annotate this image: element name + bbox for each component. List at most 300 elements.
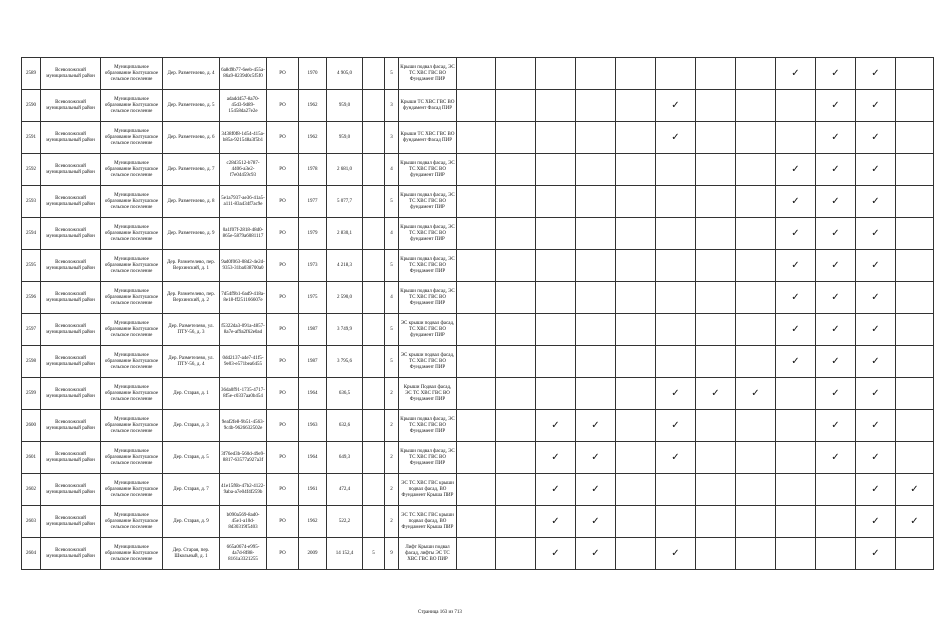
fias-code-cell: c28d3512-b787-4406-a3e2-f7e04459c93 xyxy=(220,154,267,186)
row-number: 2603 xyxy=(22,506,41,538)
check-icon: ✓ xyxy=(551,515,560,527)
area-cell: 522,2 xyxy=(327,506,363,538)
area-cell: 3 795,6 xyxy=(327,346,363,378)
row-number: 2590 xyxy=(22,90,41,122)
municipality-cell: Муниципальное образование Колтушское сельское поселение xyxy=(101,506,163,538)
work-type-cell xyxy=(816,378,856,410)
works-cell: ЭС ТС ХВС ГВС крыши подвал фасад, ВО Фундамент Крыша ПИР xyxy=(399,506,457,538)
work-type-cell xyxy=(536,218,576,250)
work-type-cell xyxy=(896,346,934,378)
fund-form-cell: РО xyxy=(267,186,299,218)
check-icon: ✓ xyxy=(671,451,680,463)
work-type-cell xyxy=(736,314,776,346)
check-icon: ✓ xyxy=(791,259,800,271)
fias-code-cell: 0dd2137-a4e7-41f5-9e03-e571bea6455 xyxy=(220,346,267,378)
work-type-cell xyxy=(856,122,896,154)
page-footer: Страница 163 из 713 xyxy=(418,610,462,615)
work-type-cell xyxy=(536,474,576,506)
extra-cell xyxy=(363,250,385,282)
check-icon: ✓ xyxy=(871,195,880,207)
check-icon: ✓ xyxy=(671,387,680,399)
extra-cell xyxy=(363,186,385,218)
row-number: 2595 xyxy=(22,250,41,282)
check-icon: ✓ xyxy=(831,99,840,111)
works-cell: Крыши Подвал фасад, ЭС ТС ХВС ГВС ВО Фундамент ПИР xyxy=(399,378,457,410)
work-type-cell xyxy=(616,90,656,122)
work-type-cell xyxy=(896,218,934,250)
table-row xyxy=(22,410,934,442)
row-number: 2589 xyxy=(22,58,41,90)
check-icon: ✓ xyxy=(831,451,840,463)
work-type-cell xyxy=(856,218,896,250)
work-type-cell xyxy=(696,410,736,442)
check-icon: ✓ xyxy=(591,483,600,495)
check-icon: ✓ xyxy=(591,419,600,431)
check-icon: ✓ xyxy=(831,355,840,367)
address-cell: Дер. Разметелево, пер. Верхинский, д. 2 xyxy=(163,282,220,314)
check-icon: ✓ xyxy=(791,291,800,303)
work-type-cell xyxy=(696,314,736,346)
work-type-cell xyxy=(696,442,736,474)
work-type-cell xyxy=(496,186,536,218)
area-cell: 2 590,0 xyxy=(327,282,363,314)
work-type-cell xyxy=(457,538,496,570)
work-type-cell xyxy=(776,58,816,90)
area-cell: 4 905,0 xyxy=(327,58,363,90)
floors-cell: 9 xyxy=(385,538,399,570)
work-type-cell xyxy=(457,90,496,122)
work-type-cell xyxy=(696,58,736,90)
work-type-cell xyxy=(536,314,576,346)
floors-cell: 2 xyxy=(385,378,399,410)
check-icon: ✓ xyxy=(671,419,680,431)
municipality-cell: Муниципальное образование Колтушское сельское поселение xyxy=(101,538,163,570)
work-type-cell xyxy=(576,154,616,186)
work-type-cell xyxy=(856,410,896,442)
work-type-cell xyxy=(696,474,736,506)
year-cell: 1987 xyxy=(299,314,327,346)
work-type-cell xyxy=(816,122,856,154)
fund-form-cell: РО xyxy=(267,122,299,154)
work-type-cell xyxy=(776,186,816,218)
municipality-cell: Муниципальное образование Колтушское сельское поселение xyxy=(101,474,163,506)
year-cell: 1962 xyxy=(299,90,327,122)
floors-cell: 5 xyxy=(385,186,399,218)
works-cell: Крыши подвал фасад, ЭС ТС ХВС ГВС ВО Фундамент ПИР xyxy=(399,282,457,314)
work-type-cell xyxy=(576,314,616,346)
check-icon: ✓ xyxy=(871,355,880,367)
fias-code-cell: 9ad0f063-08d2-4e2d-9353-31ba038700a0 xyxy=(220,250,267,282)
area-cell: 2 830,1 xyxy=(327,218,363,250)
row-number: 2599 xyxy=(22,378,41,410)
table-row xyxy=(22,282,934,314)
work-type-cell xyxy=(457,154,496,186)
work-type-cell xyxy=(616,378,656,410)
work-type-cell xyxy=(856,474,896,506)
check-icon: ✓ xyxy=(791,323,800,335)
work-type-cell xyxy=(576,538,616,570)
area-cell: 14 152,4 xyxy=(327,538,363,570)
extra-cell xyxy=(363,410,385,442)
region-cell: Всеволожский муниципальный район xyxy=(41,186,101,218)
works-cell: Крыши подвал фасад, ЭС ТС ХВС ГВС ВО Фундамент ПИР xyxy=(399,250,457,282)
year-cell: 1963 xyxy=(299,410,327,442)
work-type-cell xyxy=(457,250,496,282)
check-icon: ✓ xyxy=(831,67,840,79)
year-cell: 1975 xyxy=(299,282,327,314)
work-type-cell xyxy=(576,506,616,538)
work-type-cell xyxy=(736,122,776,154)
work-type-cell xyxy=(776,442,816,474)
work-type-cell xyxy=(576,90,616,122)
work-type-cell xyxy=(616,122,656,154)
check-icon: ✓ xyxy=(831,163,840,175)
work-type-cell xyxy=(816,90,856,122)
check-icon: ✓ xyxy=(831,259,840,271)
work-type-cell xyxy=(576,218,616,250)
row-number: 2597 xyxy=(22,314,41,346)
extra-cell xyxy=(363,122,385,154)
fund-form-cell: РО xyxy=(267,314,299,346)
work-type-cell xyxy=(896,314,934,346)
work-type-cell xyxy=(616,154,656,186)
work-type-cell xyxy=(856,538,896,570)
region-cell: Всеволожский муниципальный район xyxy=(41,314,101,346)
work-type-cell xyxy=(496,538,536,570)
check-icon: ✓ xyxy=(871,451,880,463)
work-type-cell xyxy=(696,506,736,538)
area-cell: 636,5 xyxy=(327,378,363,410)
address-cell: Дер. Старая, д. 7 xyxy=(163,474,220,506)
work-type-cell xyxy=(816,218,856,250)
row-number: 2598 xyxy=(22,346,41,378)
address-cell: Дер. Разметелево, д. 9 xyxy=(163,218,220,250)
year-cell: 2009 xyxy=(299,538,327,570)
work-type-cell xyxy=(696,346,736,378)
year-cell: 1970 xyxy=(299,58,327,90)
address-cell: Дер. Разметелево, пер. Верхинский, д. 1 xyxy=(163,250,220,282)
work-type-cell xyxy=(896,250,934,282)
area-cell: 632,6 xyxy=(327,410,363,442)
works-cell: ЭС ТС ХВС ГВС крыши подвал фасад, ВО Фундамент Крыша ПИР xyxy=(399,474,457,506)
check-icon: ✓ xyxy=(871,163,880,175)
work-type-cell xyxy=(896,90,934,122)
fias-code-cell: adadd457-8a70-45d3-9d89-15458da27e2e xyxy=(220,90,267,122)
work-type-cell xyxy=(656,314,696,346)
municipality-cell: Муниципальное образование Колтушское сельское поселение xyxy=(101,282,163,314)
work-type-cell xyxy=(536,186,576,218)
floors-cell: 5 xyxy=(385,250,399,282)
row-number: 2601 xyxy=(22,442,41,474)
fund-form-cell: РО xyxy=(267,506,299,538)
address-cell: Дер. Разметелево, д. 7 xyxy=(163,154,220,186)
area-cell: 2 681,0 xyxy=(327,154,363,186)
check-icon: ✓ xyxy=(551,451,560,463)
work-type-cell xyxy=(616,442,656,474)
area-cell: 5 077,7 xyxy=(327,186,363,218)
works-cell: Крыши ТС ХВС ГВС ВО фундамент Фасад ПИР xyxy=(399,122,457,154)
address-cell: Дер. Разметелево, ул. ПТУ-56, д. 4 xyxy=(163,346,220,378)
work-type-cell xyxy=(576,122,616,154)
work-type-cell xyxy=(816,410,856,442)
fund-form-cell: РО xyxy=(267,282,299,314)
region-cell: Всеволожский муниципальный район xyxy=(41,378,101,410)
year-cell: 1962 xyxy=(299,506,327,538)
floors-cell: 4 xyxy=(385,282,399,314)
work-type-cell xyxy=(816,442,856,474)
municipality-cell: Муниципальное образование Колтушское сельское поселение xyxy=(101,346,163,378)
floors-cell: 4 xyxy=(385,154,399,186)
work-type-cell xyxy=(496,314,536,346)
fias-code-cell: 9eaf2fe8-9b51-4563-9c4b-9626632502e xyxy=(220,410,267,442)
work-type-cell xyxy=(856,378,896,410)
fias-code-cell: b090a569-8ad0-45e1-a10d-8d30319f5403 xyxy=(220,506,267,538)
work-type-cell xyxy=(776,378,816,410)
check-icon: ✓ xyxy=(671,547,680,559)
work-type-cell xyxy=(896,378,934,410)
works-cell: Крыши ТС ХВС ГВС ВО фундамент Фасад ПИР xyxy=(399,90,457,122)
address-cell: Дер. Старая, д. 1 xyxy=(163,378,220,410)
work-type-cell xyxy=(696,218,736,250)
work-type-cell xyxy=(457,186,496,218)
check-icon: ✓ xyxy=(591,451,600,463)
region-cell: Всеволожский муниципальный район xyxy=(41,538,101,570)
check-icon: ✓ xyxy=(831,131,840,143)
fund-form-cell: РО xyxy=(267,250,299,282)
work-type-cell xyxy=(856,90,896,122)
work-type-cell xyxy=(816,474,856,506)
work-type-cell xyxy=(736,378,776,410)
work-type-cell xyxy=(736,250,776,282)
check-icon: ✓ xyxy=(791,67,800,79)
work-type-cell xyxy=(696,122,736,154)
municipality-cell: Муниципальное образование Колтушское сельское поселение xyxy=(101,154,163,186)
row-number: 2591 xyxy=(22,122,41,154)
check-icon: ✓ xyxy=(871,515,880,527)
work-type-cell xyxy=(536,538,576,570)
work-type-cell xyxy=(736,506,776,538)
work-type-cell xyxy=(816,250,856,282)
works-cell: ЭС крыши подвал фасад, ТС ХВС ГВС ВО фундамент ПИР xyxy=(399,314,457,346)
region-cell: Всеволожский муниципальный район xyxy=(41,90,101,122)
extra-cell xyxy=(363,282,385,314)
work-type-cell xyxy=(656,250,696,282)
work-type-cell xyxy=(457,474,496,506)
work-type-cell xyxy=(696,90,736,122)
work-type-cell xyxy=(457,218,496,250)
check-icon: ✓ xyxy=(871,323,880,335)
work-type-cell xyxy=(616,538,656,570)
table-row xyxy=(22,154,934,186)
extra-cell xyxy=(363,58,385,90)
check-icon: ✓ xyxy=(871,227,880,239)
check-icon: ✓ xyxy=(751,387,760,399)
work-type-cell xyxy=(616,346,656,378)
work-type-cell xyxy=(536,282,576,314)
work-type-cell xyxy=(616,218,656,250)
check-icon: ✓ xyxy=(551,419,560,431)
work-type-cell xyxy=(457,282,496,314)
address-cell: Дер. Старая, д. 3 xyxy=(163,410,220,442)
work-type-cell xyxy=(896,154,934,186)
work-type-cell xyxy=(576,282,616,314)
work-type-cell xyxy=(536,154,576,186)
fias-code-cell: 36da0f91-1735-4717-8f5e-c0337aa0b454 xyxy=(220,378,267,410)
municipality-cell: Муниципальное образование Колтушское сельское поселение xyxy=(101,90,163,122)
work-type-cell xyxy=(576,346,616,378)
check-icon: ✓ xyxy=(551,483,560,495)
work-type-cell xyxy=(496,410,536,442)
work-type-cell xyxy=(776,218,816,250)
work-type-cell xyxy=(696,186,736,218)
table-row xyxy=(22,378,934,410)
check-icon: ✓ xyxy=(551,547,560,559)
region-cell: Всеволожский муниципальный район xyxy=(41,250,101,282)
work-type-cell xyxy=(856,282,896,314)
row-number: 2594 xyxy=(22,218,41,250)
year-cell: 1962 xyxy=(299,122,327,154)
table-row xyxy=(22,186,934,218)
work-type-cell xyxy=(496,378,536,410)
region-cell: Всеволожский муниципальный район xyxy=(41,474,101,506)
check-icon: ✓ xyxy=(711,387,720,399)
municipality-cell: Муниципальное образование Колтушское сельское поселение xyxy=(101,250,163,282)
work-type-cell xyxy=(776,122,816,154)
work-type-cell xyxy=(656,90,696,122)
check-icon: ✓ xyxy=(671,99,680,111)
work-type-cell xyxy=(536,346,576,378)
fund-form-cell: РО xyxy=(267,346,299,378)
floors-cell: 4 xyxy=(385,218,399,250)
year-cell: 1964 xyxy=(299,442,327,474)
check-icon: ✓ xyxy=(831,323,840,335)
fund-form-cell: РО xyxy=(267,538,299,570)
row-number: 2602 xyxy=(22,474,41,506)
row-number: 2593 xyxy=(22,186,41,218)
table-row xyxy=(22,442,934,474)
municipality-cell: Муниципальное образование Колтушское сельское поселение xyxy=(101,410,163,442)
check-icon: ✓ xyxy=(871,291,880,303)
work-type-cell xyxy=(457,122,496,154)
fund-form-cell: РО xyxy=(267,90,299,122)
extra-cell xyxy=(363,314,385,346)
fias-code-cell: 3f76ed3b-560d-49e9-8817-63577a927a3f xyxy=(220,442,267,474)
work-type-cell xyxy=(496,58,536,90)
row-number: 2596 xyxy=(22,282,41,314)
work-type-cell xyxy=(816,186,856,218)
work-type-cell xyxy=(576,58,616,90)
fund-form-cell: РО xyxy=(267,378,299,410)
municipality-cell: Муниципальное образование Колтушское сельское поселение xyxy=(101,442,163,474)
work-type-cell xyxy=(736,538,776,570)
work-type-cell xyxy=(536,58,576,90)
work-type-cell xyxy=(696,282,736,314)
work-type-cell xyxy=(536,442,576,474)
work-type-cell xyxy=(736,346,776,378)
work-type-cell xyxy=(616,186,656,218)
address-cell: Дер. Разметелево, д. 5 xyxy=(163,90,220,122)
municipality-cell: Муниципальное образование Колтушское сельское поселение xyxy=(101,58,163,90)
work-type-cell xyxy=(816,506,856,538)
table-row xyxy=(22,58,934,90)
work-type-cell xyxy=(776,506,816,538)
work-type-cell xyxy=(856,442,896,474)
fias-code-cell: 665a0674-e995-4a7d-8f88-8161a3321255 xyxy=(220,538,267,570)
area-cell: 472,4 xyxy=(327,474,363,506)
work-type-cell xyxy=(696,250,736,282)
work-type-cell xyxy=(656,346,696,378)
work-type-cell xyxy=(896,282,934,314)
work-type-cell xyxy=(536,378,576,410)
region-cell: Всеволожский муниципальный район xyxy=(41,346,101,378)
work-type-cell xyxy=(736,282,776,314)
address-cell: Дер. Старая, д. 5 xyxy=(163,442,220,474)
work-type-cell xyxy=(816,538,856,570)
floors-cell: 2 xyxy=(385,442,399,474)
check-icon: ✓ xyxy=(831,387,840,399)
check-icon: ✓ xyxy=(871,387,880,399)
municipality-cell: Муниципальное образование Колтушское сельское поселение xyxy=(101,122,163,154)
check-icon: ✓ xyxy=(871,483,880,495)
check-icon: ✓ xyxy=(831,227,840,239)
fias-code-cell: 6a8d9b77-6eeb-455a-86a9-8239d0c5f5f0 xyxy=(220,58,267,90)
work-type-cell xyxy=(696,538,736,570)
work-type-cell xyxy=(496,506,536,538)
work-type-cell xyxy=(496,90,536,122)
table-row xyxy=(22,474,934,506)
work-type-cell xyxy=(856,314,896,346)
area-cell: 3 749,9 xyxy=(327,314,363,346)
address-cell: Дер. Старая, д. 9 xyxy=(163,506,220,538)
work-type-cell xyxy=(576,250,616,282)
fund-form-cell: РО xyxy=(267,410,299,442)
work-type-cell xyxy=(616,58,656,90)
region-cell: Всеволожский муниципальный район xyxy=(41,154,101,186)
work-type-cell xyxy=(856,58,896,90)
work-type-cell xyxy=(457,442,496,474)
work-type-cell xyxy=(457,378,496,410)
check-icon: ✓ xyxy=(791,355,800,367)
work-type-cell xyxy=(576,186,616,218)
work-type-cell xyxy=(896,410,934,442)
work-type-cell xyxy=(656,218,696,250)
region-cell: Всеволожский муниципальный район xyxy=(41,506,101,538)
fias-code-cell: f5322da3-091a-4857-8a7e-af9a2f62e0ad xyxy=(220,314,267,346)
table-row xyxy=(22,90,934,122)
work-type-cell xyxy=(816,282,856,314)
extra-cell: 5 xyxy=(363,538,385,570)
floors-cell: 2 xyxy=(385,410,399,442)
area-cell: 959,0 xyxy=(327,122,363,154)
municipality-cell: Муниципальное образование Колтушское сельское поселение xyxy=(101,218,163,250)
work-type-cell xyxy=(616,410,656,442)
work-type-cell xyxy=(776,154,816,186)
work-type-cell xyxy=(776,250,816,282)
check-icon: ✓ xyxy=(871,259,880,271)
floors-cell: 3 xyxy=(385,90,399,122)
fund-form-cell: РО xyxy=(267,58,299,90)
region-cell: Всеволожский муниципальный район xyxy=(41,58,101,90)
work-type-cell xyxy=(656,122,696,154)
check-icon: ✓ xyxy=(910,515,919,527)
work-type-cell xyxy=(776,346,816,378)
work-type-cell xyxy=(896,538,934,570)
work-type-cell xyxy=(736,154,776,186)
extra-cell xyxy=(363,218,385,250)
work-type-cell xyxy=(776,90,816,122)
work-type-cell xyxy=(896,442,934,474)
area-cell: 649,3 xyxy=(327,442,363,474)
